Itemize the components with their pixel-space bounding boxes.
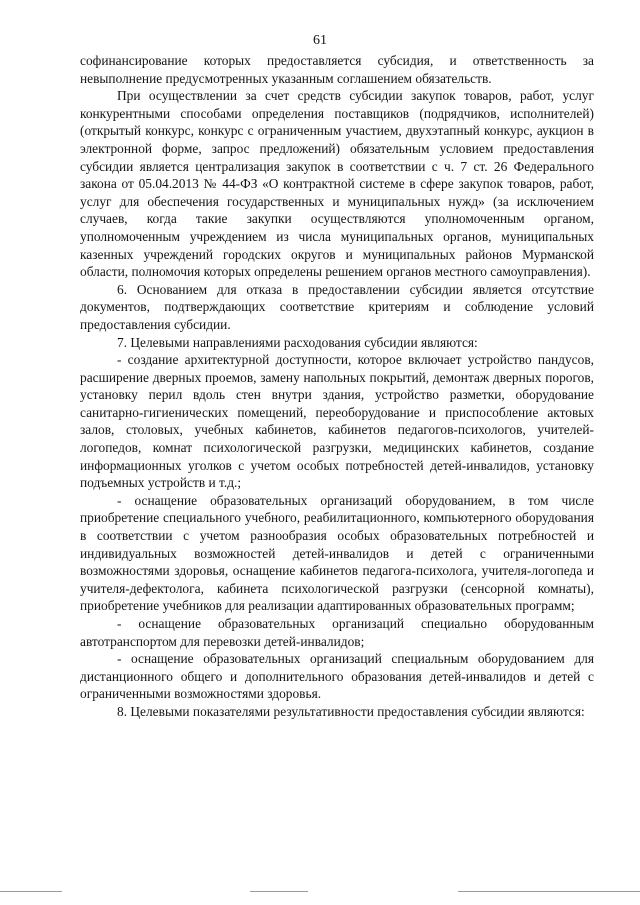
page-number: 61 — [313, 33, 327, 48]
list-item-equipment: - оснащение образовательных организаций оборудованием, в том числе приобретение специального учебного, реабилитационного, компьютерного оборудования в соответствии с учетом разнообразия особых образовательных потребностей и индивидуальных возможностей детей-инвалидов и детей с ограниченными возможностями здоровья, оснащение кабинетов педагога-психолога, учителя-логопеда и учителя-дефектолога, кабинета психологической разгрузки (сенсорной комнаты), приобретение учебников для реализации адаптированных образовательных программ; — [80, 492, 594, 614]
scan-edge-line — [250, 891, 308, 892]
document-body — [80, 52, 594, 721]
paragraph-continuation: софинансирование которых предоставляется субсидия, и ответственность за невыполнение предусмотренных указанным соглашением обязательств. — [80, 53, 594, 86]
list-item-accessibility: - создание архитектурной доступности, которое включает устройство пандусов, расширение дверных проемов, замену напольных покрытий, демонтаж дверных порогов, установку перил вдоль стен внутри здания, устройство разметки, оборудование санитарно-гигиенических помещений, переоборудование и приспособление актовых залов, столовых, учебных кабинетов, кабинетов педагогов-психологов, учителей-логопедов, комнат психологической разгрузки, медицинских кабинетов, создание информационных уголков с учетом особых потребностей детей-инвалидов, установку подъемных устройств и т.д.; — [80, 352, 594, 491]
paragraph-8-target-indicators: 8. Целевыми показателями результативности предоставления субсидии являются: — [117, 703, 585, 719]
list-item-distance-education: - оснащение образовательных организаций специальным оборудованием для дистанционного общего и дополнительного образования детей-инвалидов и детей с ограниченными возможностями здоровья. — [80, 651, 594, 702]
paragraph-7-target-directions: 7. Целевыми направлениями расходования субсидии являются: — [117, 334, 478, 350]
list-item-transport: - оснащение образовательных организаций специально оборудованным автотранспортом для перевозки детей-инвалидов; — [80, 616, 594, 649]
paragraph-6-refusal-grounds: 6. Основанием для отказа в предоставлении субсидии является отсутствие документов, подтверждающих соответствие критериям и соблюдение условий предоставления субсидии. — [80, 281, 594, 332]
paragraph-procurement-centralization: При осуществлении за счет средств субсидии закупок товаров, работ, услуг конкурентными способами определения поставщиков (подрядчиков, исполнителей) (открытый конкурс, конкурс с ограниченным участием, двухэтапный конкурс, аукцион в электронной форме, запрос предложений) обязательным условием предоставления субсидии является централизация закупок в соответствии с ч. 7 ст. 26 Федерального закона от 05.04.2013 № 44-ФЗ «О контрактной системе в сфере закупок товаров, работ, услуг для обеспечения государственных и муниципальных нужд» (за исключением случаев, когда такие закупки осуществляются уполномоченным органом, уполномоченным учреждением из числа муниципальных органов, муниципальных казенных учреждений городских округов и муниципальных районов Мурманской области, полномочия которых определены решением органов местного самоуправления). — [80, 88, 594, 280]
scan-edge-line — [0, 891, 62, 892]
scan-edge-line — [458, 891, 640, 892]
